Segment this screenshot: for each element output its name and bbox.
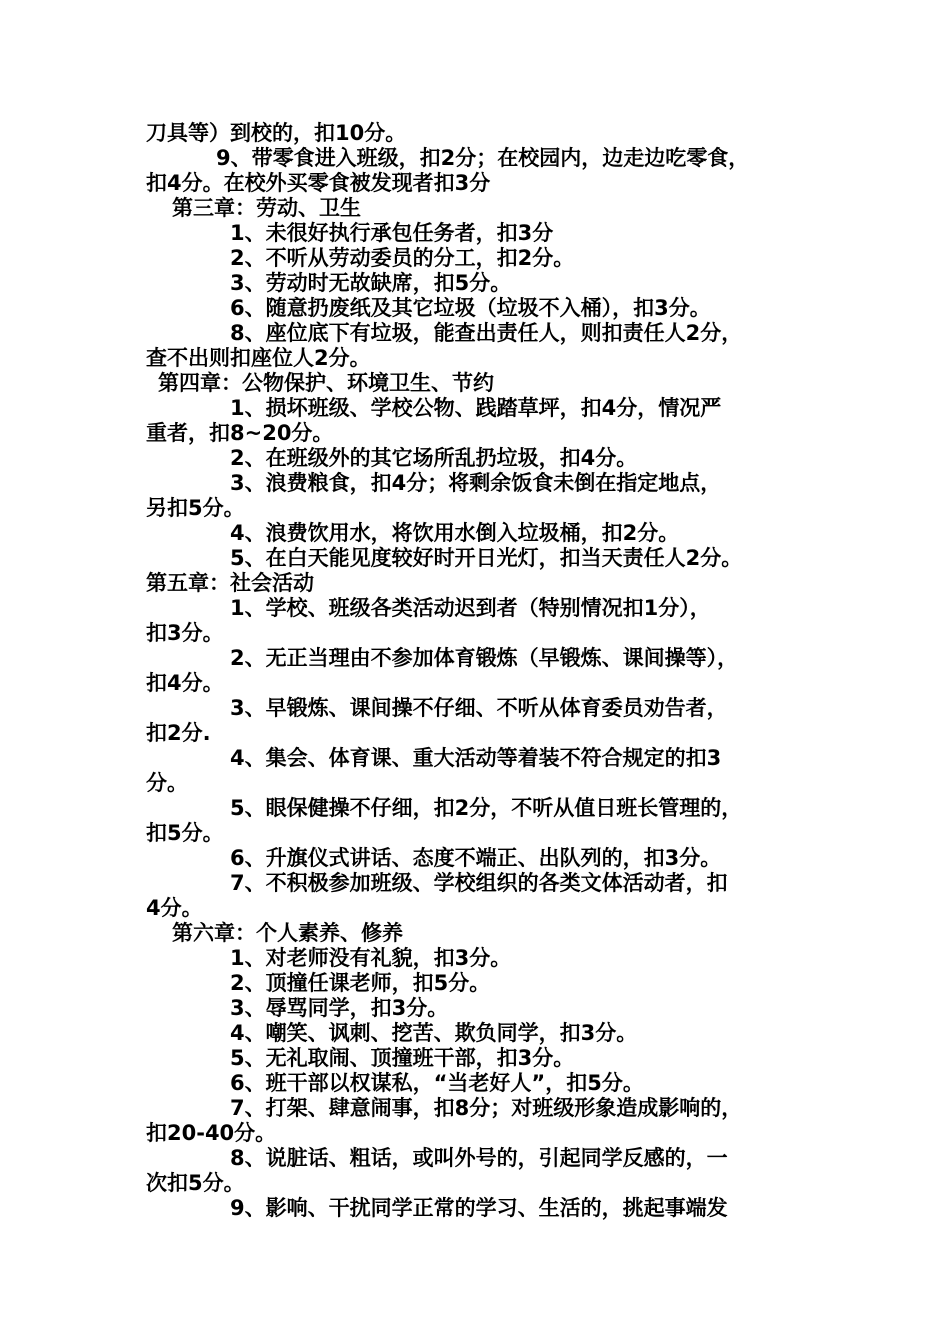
text-line: 9、带零食进入班级，扣2分；在校园内，边走边吃零食， [216, 146, 750, 170]
text-line: 扣20-40分。 [146, 1121, 277, 1145]
text-line: 分。 [146, 771, 188, 795]
text-line: 2、不听从劳动委员的分工，扣2分。 [230, 246, 575, 270]
text-line: 1、对老师没有礼貌，扣3分。 [230, 946, 512, 970]
text-line: 4分。 [146, 896, 203, 920]
text-line: 扣2分. [146, 721, 211, 745]
text-line: 查不出则扣座位人2分。 [146, 346, 371, 370]
text-line: 第六章：个人素养、修养 [172, 921, 403, 945]
text-line: 6、升旗仪式讲话、态度不端正、出队列的，扣3分。 [230, 846, 722, 870]
text-line: 刀具等）到校的，扣10分。 [146, 121, 407, 145]
text-line: 7、打架、肆意闹事，扣8分；对班级形象造成影响的， [230, 1096, 743, 1120]
text-line: 3、劳动时无故缺席，扣5分。 [230, 271, 512, 295]
text-line: 7、不积极参加班级、学校组织的各类文体活动者，扣 [230, 871, 728, 895]
text-line: 4、浪费饮用水，将饮用水倒入垃圾桶，扣2分。 [230, 521, 680, 545]
text-line: 1、损坏班级、学校公物、践踏草坪，扣4分，情况严 [230, 396, 722, 420]
text-line: 次扣5分。 [146, 1171, 245, 1195]
text-line: 另扣5分。 [146, 496, 245, 520]
text-line: 2、在班级外的其它场所乱扔垃圾，扣4分。 [230, 446, 638, 470]
text-line: 3、辱骂同学，扣3分。 [230, 996, 449, 1020]
text-line: 1、学校、班级各类活动迟到者（特别情况扣1分）， [230, 596, 711, 620]
text-line: 扣4分。 [146, 671, 224, 695]
text-line: 6、随意扔废纸及其它垃圾（垃圾不入桶），扣3分。 [230, 296, 711, 320]
text-line: 5、无礼取闹、顶撞班干部，扣3分。 [230, 1046, 575, 1070]
text-line: 扣3分。 [146, 621, 224, 645]
text-line: 重者，扣8~20分。 [146, 421, 334, 445]
text-line: 4、嘲笑、讽刺、挖苦、欺负同学，扣3分。 [230, 1021, 638, 1045]
text-line: 3、浪费粮食，扣4分；将剩余饭食未倒在指定地点， [230, 471, 722, 495]
text-line: 第四章：公物保护、环境卫生、节约 [158, 371, 494, 395]
text-line: 2、无正当理由不参加体育锻炼（早锻炼、课间操等）， [230, 646, 739, 670]
text-line: 3、早锻炼、课间操不仔细、不听从体育委员劝告者， [230, 696, 728, 720]
text-line: 1、未很好执行承包任务者，扣3分 [230, 221, 554, 245]
text-line: 第三章：劳动、卫生 [172, 196, 361, 220]
text-line: 6、班干部以权谋私，“当老好人”，扣5分。 [230, 1071, 644, 1095]
text-line: 2、顶撞任课老师，扣5分。 [230, 971, 491, 995]
text-line: 扣4分。在校外买零食被发现者扣3分 [146, 171, 491, 195]
text-line: 9、影响、干扰同学正常的学习、生活的，挑起事端发 [230, 1196, 728, 1220]
text-line: 5、眼保健操不仔细，扣2分，不听从值日班长管理的， [230, 796, 743, 820]
text-line: 8、座位底下有垃圾，能查出责任人，则扣责任人2分， [230, 321, 743, 345]
text-line: 第五章：社会活动 [146, 571, 314, 595]
text-line: 8、说脏话、粗话，或叫外号的，引起同学反感的，一 [230, 1146, 728, 1170]
text-line: 扣5分。 [146, 821, 224, 845]
text-line: 5、在白天能见度较好时开日光灯，扣当天责任人2分。 [230, 546, 743, 570]
text-line: 4、集会、体育课、重大活动等着装不符合规定的扣3 [230, 746, 722, 770]
